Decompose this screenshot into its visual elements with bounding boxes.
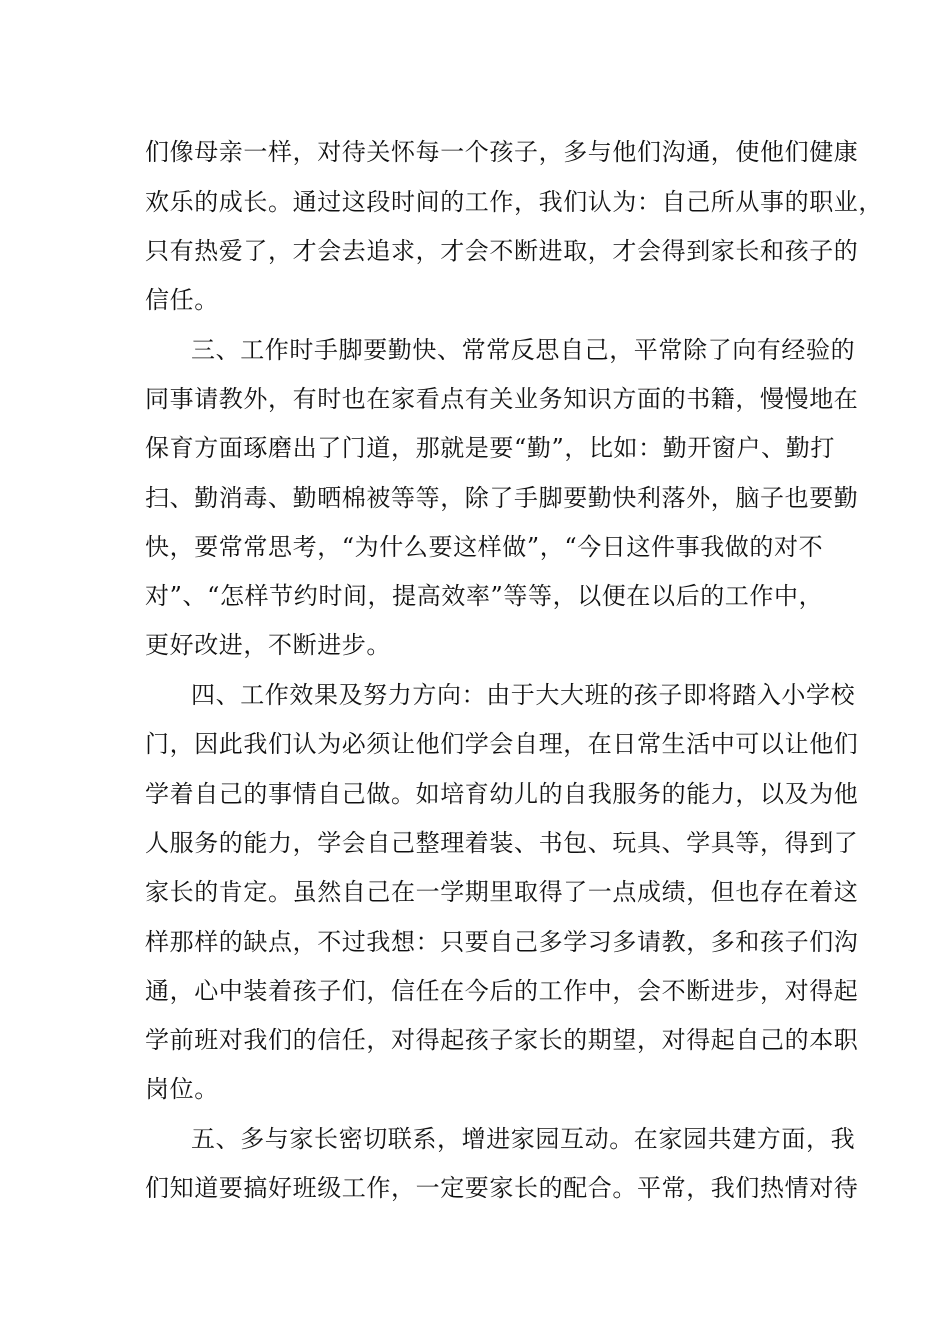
text-line: 人服务的能力，学会自己整理着装、书包、玩具、学具等，得到了 [145,829,859,857]
text-line: 通，心中装着孩子们，信任在今后的工作中，会不断进步，对得起 [145,977,859,1005]
text-line: 家长的肯定。虽然自己在一学期里取得了一点成绩，但也存在着这 [145,878,859,906]
text-line: 更好改进，不断进步。 [145,631,391,659]
text-line: 岗位。 [145,1075,219,1103]
paragraph-3-first-line: 三、工作时手脚要勤快、常常反思自己，平常除了向有经验的 [191,336,856,364]
text-line: 只有热爱了，才会去追求，才会不断进取，才会得到家长和孩子的 [145,237,859,265]
paragraph-5-first-line: 五、多与家长密切联系，增进家园互动。在家园共建方面，我 [191,1125,856,1153]
text-line: 学前班对我们的信任，对得起孩子家长的期望，对得起自己的本职 [145,1026,859,1054]
text-line: 信任。 [145,286,219,314]
text-line: 欢乐的成长。通过这段时间的工作，我们认为：自己所从事的职业， [145,188,883,216]
text-line: 学着自己的事情自己做。如培育幼儿的自我服务的能力，以及为他 [145,780,859,808]
text-line: 门，因此我们认为必须让他们学会自理，在日常生活中可以让他们 [145,730,859,758]
text-line: 快，要常常思考，“为什么要这样做”，“今日这件事我做的对不 [145,533,824,561]
text-line: 同事请教外，有时也在家看点有关业务知识方面的书籍，慢慢地在 [145,385,859,413]
text-line: 对”、“怎样节约时间，提高效率”等等，以便在以后的工作中， [145,582,824,610]
text-line: 样那样的缺点，不过我想：只要自己多学习多请教，多和孩子们沟 [145,928,859,956]
text-line: 们像母亲一样，对待关怀每一个孩子，多与他们沟通，使他们健康 [145,138,859,166]
paragraph-4-first-line: 四、工作效果及努力方向：由于大大班的孩子即将踏入小学校 [191,681,856,709]
text-line: 们知道要搞好班级工作，一定要家长的配合。平常，我们热情对待 [145,1174,859,1202]
text-line: 保育方面琢磨出了门道，那就是要“勤”，比如：勤开窗户、勤打 [145,434,835,462]
text-line: 扫、勤消毒、勤晒棉被等等，除了手脚要勤快利落外，脑子也要勤 [145,484,859,512]
